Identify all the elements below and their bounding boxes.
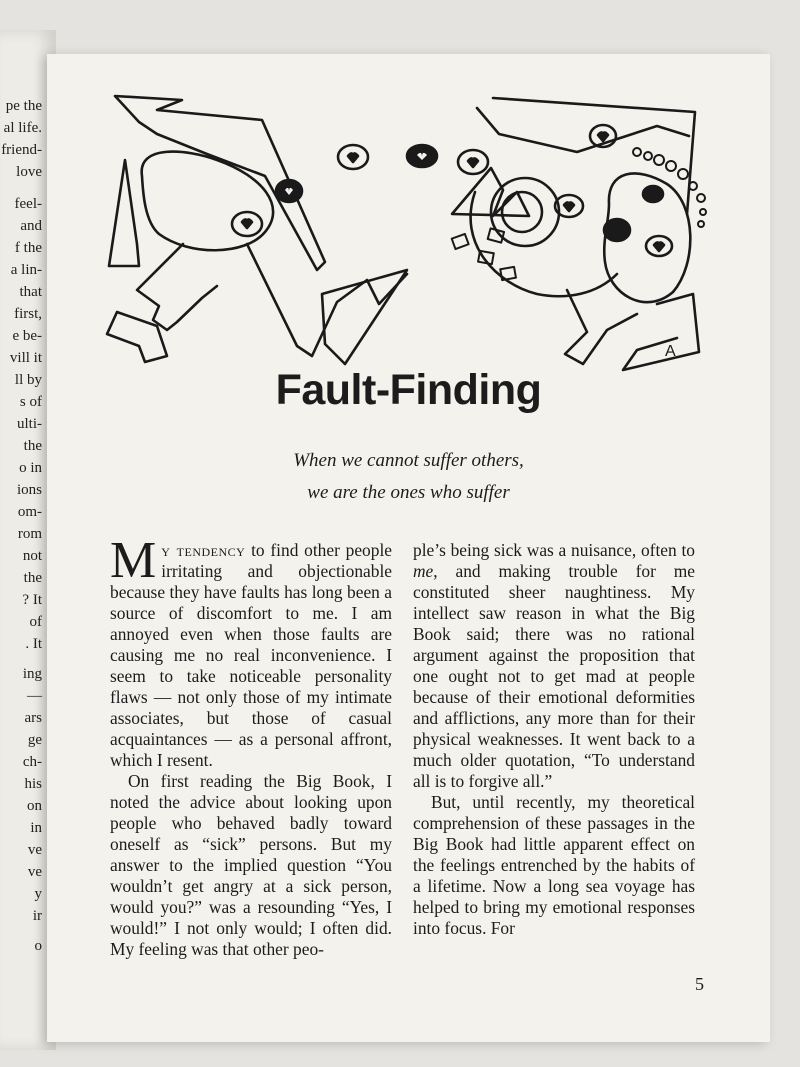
abstract-heart-creatures-drawing — [97, 94, 717, 379]
paragraph-3 — [413, 540, 695, 792]
left-arrow-shape — [109, 160, 139, 266]
facing-page-fragment: om- — [17, 504, 42, 520]
facing-page-fragment: a lin- — [10, 262, 42, 278]
article-subtitle-line-2: we are the ones who suffer — [307, 482, 510, 503]
right-dark-heart — [604, 219, 630, 241]
drop-cap: M — [110, 532, 157, 589]
article-column-left — [110, 532, 392, 960]
right-creature-foot — [623, 294, 699, 370]
heart-icon — [242, 219, 252, 228]
facing-page-fragment: love — [16, 164, 42, 180]
facing-page-fragment: ing — [22, 666, 42, 682]
playing-cards — [452, 228, 516, 280]
facing-page-fragment: the — [23, 438, 42, 454]
left-pointing-hand — [107, 312, 167, 362]
center-arrow-shape — [322, 270, 407, 364]
facing-page-fragment: e be- — [12, 328, 42, 344]
floating-heart-2 — [407, 145, 437, 167]
article-title: Fault-Finding — [275, 366, 542, 414]
facing-page-fragment: pe the — [5, 98, 42, 114]
paragraph-3-emphasis: me — [413, 561, 434, 581]
facing-page-fragment: first, — [14, 306, 42, 322]
facing-page-fragment: the — [23, 570, 42, 586]
left-creature-leg — [247, 244, 407, 356]
right-creature-arm — [477, 108, 689, 152]
paragraph-3-text-a: ple’s being sick was a nuisance, often to — [413, 540, 695, 560]
facing-page-fragment: of — [29, 614, 42, 630]
facing-page-fragment: feel- — [14, 196, 42, 212]
facing-page-fragment: y — [34, 886, 42, 902]
facing-page-fragment: o in — [19, 460, 42, 476]
facing-page-fragment: ch- — [22, 754, 42, 770]
facing-page-fragment: ions — [16, 482, 42, 498]
article-subtitle-line-1: When we cannot suffer others, — [293, 450, 524, 471]
facing-page-fragment: ars — [24, 710, 42, 726]
page-number: 5 — [695, 974, 704, 994]
heart-icon — [654, 242, 664, 251]
magazine-page — [47, 54, 770, 1042]
lead-in-smallcaps: y tendency — [161, 540, 246, 560]
facing-page-fragment: f the — [14, 240, 42, 256]
heart-icon — [468, 158, 478, 167]
facing-page-fragment: al life. — [3, 120, 42, 136]
facing-page-fragment: in — [30, 820, 42, 836]
facing-page-fragment: friend- — [1, 142, 42, 158]
facing-page-fragment: rom — [17, 526, 42, 542]
facing-page-fragment: vill it — [9, 350, 42, 366]
facing-page-fragment: and — [20, 218, 42, 234]
heart-icon — [564, 202, 574, 211]
facing-page-fragment: ll by — [14, 372, 42, 388]
paragraph-1-text: to find other people irritating and objectionable because they have faults has long been a source of discomfort to me. I am annoyed even when those faults are causing me no real inconvenience. I seem to take noticeable personality flaws — not only those of my intimate associates, but those of casual acquaintances — as a personal affront, which I resent. — [110, 540, 392, 770]
facing-page-fragment: — — [27, 688, 42, 704]
facing-page-fragment: on — [27, 798, 42, 814]
dark-heart-eye — [276, 180, 302, 202]
paragraph-2: On first reading the Big Book, I noted the advice about looking upon people who behaved badly toward oneself as “sick” persons. But my answer to the implied question “You wouldn’t get angry at a sick person, would you?” was a resounding “Yes, I would!” I not only would; I often did. My feeling was that other peo- — [110, 771, 392, 959]
right-creature-leg — [565, 290, 637, 364]
bubble-trail — [633, 148, 706, 227]
right-spiral-inner — [502, 192, 542, 232]
paragraph-4: But, until recently, my theoretical comprehension of these passages in the Big Book had little apparent effect on the feelings entrenched by the habits of a lifetime. Now a long sea voyage has helped to bring my emotional responses into focus. For — [413, 792, 695, 938]
facing-page-fragment: s of — [19, 394, 42, 410]
illustrator-signature: A — [665, 343, 676, 360]
heart-icon — [348, 153, 358, 162]
heart-icon — [598, 132, 608, 141]
paragraph-3-text-b: , and making trouble for me constituted sheer naughtiness. My intellect saw reason in what the Big Book said; there was no rational argument against the proposition that one ought not to get mad at people because of their emotional deformities and afflictions, any more than for their physical weaknesses. It went back to a much older quotation, “To understand all is to forgive all.” — [413, 561, 695, 791]
facing-page-fragment: ve — [27, 864, 42, 880]
facing-page-fragment: ulti- — [17, 416, 42, 432]
right-dark-eye — [643, 186, 663, 202]
facing-page-fragment: not — [22, 548, 42, 564]
facing-page-fragment: . It — [25, 636, 42, 652]
facing-page-fragment: ge — [27, 732, 42, 748]
facing-page-fragment: his — [24, 776, 42, 792]
right-frame-line — [493, 98, 695, 214]
facing-page-fragment: that — [19, 284, 42, 300]
facing-page-fragment: ? It — [22, 592, 42, 608]
facing-page-fragment: ir — [32, 908, 42, 924]
left-creature-hand — [137, 244, 217, 330]
article-column-right — [413, 540, 695, 939]
paragraph-1 — [110, 532, 392, 771]
facing-page-fragment: o — [34, 938, 42, 954]
facing-page-fragment: ve — [27, 842, 42, 858]
